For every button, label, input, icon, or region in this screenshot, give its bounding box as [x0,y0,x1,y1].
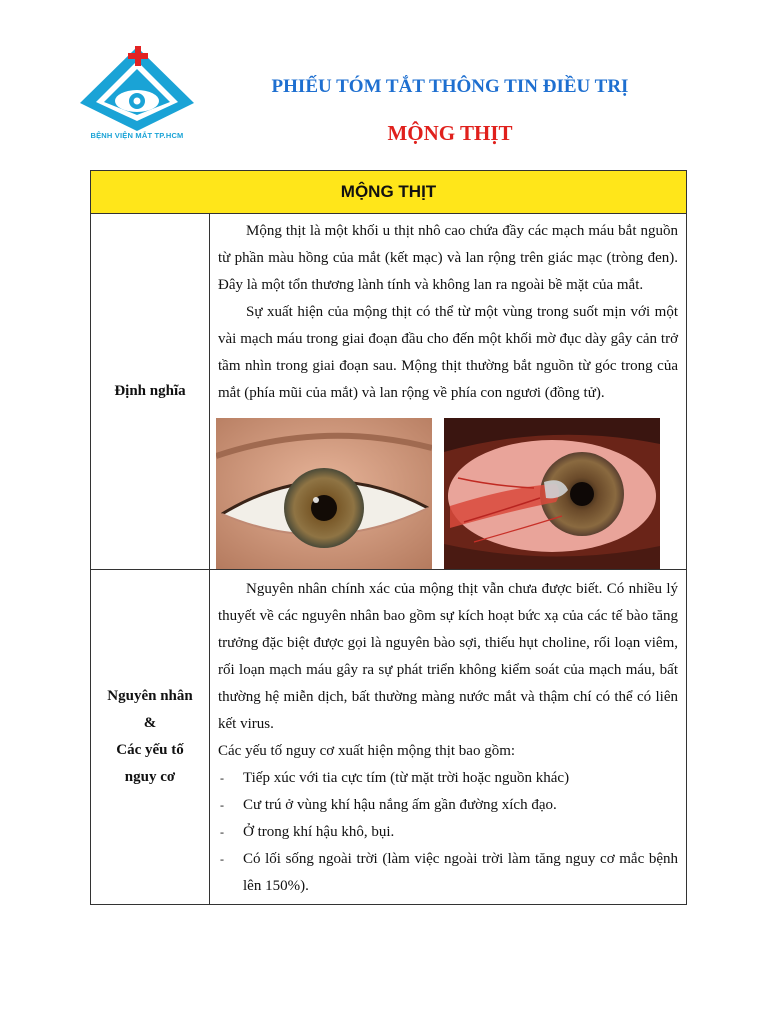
causes-paragraph: Nguyên nhân chính xác của mộng thịt vẫn chưa được biết. Có nhiều lý thuyết về các nguyên nhân bao gồm sự kích hoạt bức xạ của các tế bào tăng trưởng đặc biệt được gọi là nguyên bào sợi, thiếu hụt choline, rối loạn viêm, rối loạn mạch máu gây ra sự phát triển không kiểm soát của mạch máu, bất thường hệ miễn dịch, bất thường màng nước mắt và thậm chí có thể có liên kết virus. [218,581,678,732]
definition-paragraph: Mộng thịt là một khối u thịt nhô cao chứa đầy các mạch máu bắt nguồn từ phần màu hồng của mắt (kết mạc) và lan rộng trên giác mạc (tròng đen). Đây là một tổn thương lành tính và không lan ra ngoài bề mặt của mắt. [218,223,678,293]
causes-label-line: nguy cơ [124,769,176,785]
normal-eye-photo [216,418,432,569]
definition-content [210,214,687,570]
list-item: - Tiếp xúc với tia cực tím (từ mặt trời hoặc nguồn khác) [218,765,678,792]
eye-hospital-logo-icon [78,45,196,135]
table-heading: MỘNG THỊT [91,171,687,214]
definition-label: Định nghĩa [91,214,210,570]
list-item: - Cư trú ở vùng khí hậu nắng ấm gần đường xích đạo. [218,792,678,819]
hospital-logo [78,45,196,153]
table-header-row [91,171,687,214]
page-title: PHIẾU TÓM TẮT THÔNG TIN ĐIỀU TRỊ [271,76,629,97]
causes-label [91,570,210,905]
list-item: - Có lối sống ngoài trời (làm việc ngoài trời làm tăng nguy cơ mắc bệnh lên 150%). [218,846,678,900]
causes-row [91,570,687,905]
photo-gallery [216,418,678,569]
causes-content [210,570,687,905]
list-item: - Ở trong khí hậu khô, bụi. [218,819,678,846]
page-subtitle: MỘNG THỊT [387,121,513,145]
definition-row [91,214,687,570]
pterygium-eye-photo [444,418,660,569]
logo-text: BỆNH VIỆN MẮT TP.HCM [90,131,184,140]
info-table [90,170,687,905]
risk-list [218,765,678,900]
causes-label-line: Nguyên nhân [107,688,193,704]
definition-paragraph: Sự xuất hiện của mộng thịt có thể từ một vùng trong suốt mịn với một vài mạch máu trong giai đoạn đầu cho đến một khối mờ đục dày gây cản trở tầm nhìn trong giai đoạn sau. Mộng thịt thường bắt nguồn từ góc trong của mắt (phía mũi của mắt) và lan rộng về phía con ngươi (đồng tử). [218,304,678,401]
causes-label-line: Các yếu tố [116,742,184,758]
risk-intro: Các yếu tố nguy cơ xuất hiện mộng thịt bao gồm: [218,743,516,759]
causes-label-line: & [143,715,157,731]
